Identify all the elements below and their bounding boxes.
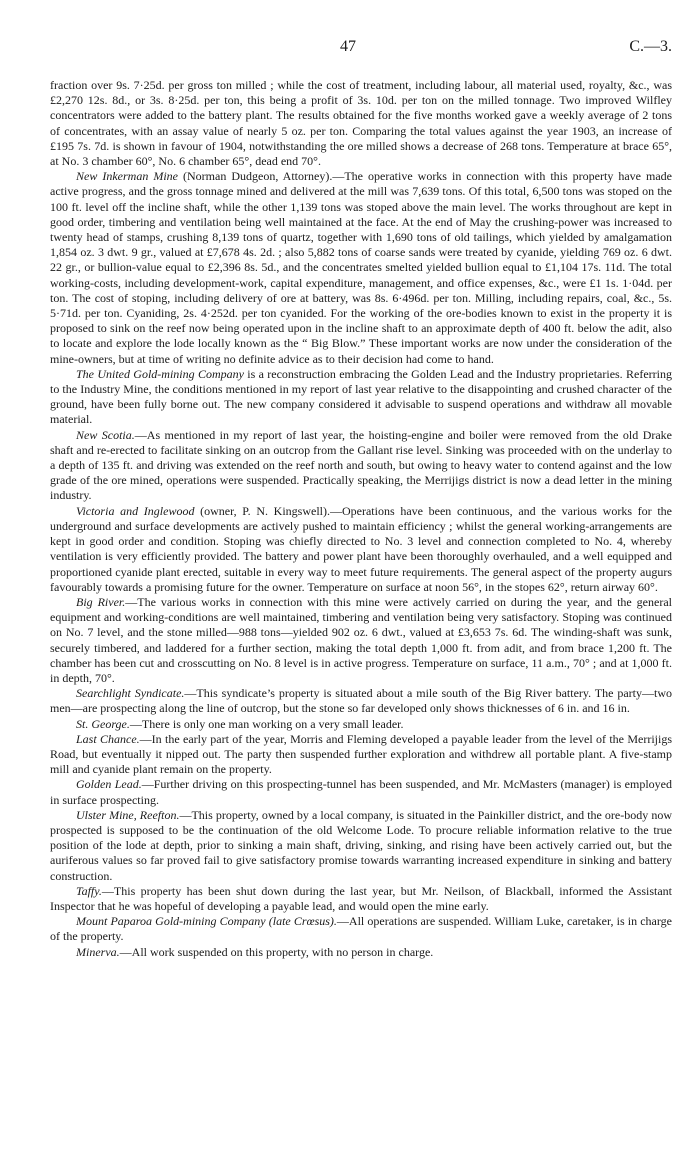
paragraph (50, 717, 672, 732)
paragraph-text: —There is only one man working on a very small leader. (129, 716, 404, 731)
paragraph (50, 428, 672, 504)
section-title: Taffy. (76, 883, 102, 898)
section-title: New Scotia. (76, 427, 135, 442)
paragraph (50, 686, 672, 716)
page-number: 47 (340, 38, 356, 55)
section-title: The United Gold-mining Company (76, 366, 244, 381)
paragraph-text: fraction over 9s. 7·25d. per gross ton milled ; while the cost of treatment, including labour, all material used, royalty, &c., was £2,270 12s. 8d., or 3s. 8·25d. per ton, this being a profit of 3s. 10d. per ton on the milled tonnage. Two improved Wilfley concentrators were added to the battery plant. The results obtained for the five months worked gave a weekly average of 2 tons of concentrates, with an assay value of nearly 5 oz. per ton. Comparing the total values against the year 1903, an increase of £195 7s. 7d. is shown in favour of 1904, notwithstanding the ore milled shows a decrease of 268 tons. Temperature at brace 65°, at No. 3 chamber 60°, No. 6 chamber 65°, dead end 70°. (50, 78, 672, 169)
paragraph (50, 777, 672, 807)
paragraph-text: (owner, P. N. Kingswell).—Operations have been continuous, and the various works for the underground and surface developments are actively pushed to maintain efficiency ; whilst the general working-arrangements are kept in good order and condition. Stoping was chiefly directed to No. 3 level and connection completed to No. 4, whereby ventilation is very efficiently provided. The battery and power plant have been thoroughly overhauled, and a well equipped and proportioned cyanide plant erected, suitable in every way to meet future requirements. The general aspect of the property augurs favourably towards a promising future for the owner. Temperature on surface at noon 56°, in the stopes 62°, return airway 60°. (50, 503, 672, 594)
section-title: New Inkerman Mine (76, 169, 178, 184)
paragraph-text: —All work suspended on this property, with no person in charge. (119, 944, 434, 959)
paragraph (50, 732, 672, 778)
section-title: Mount Paparoa Gold-mining Company (late Crœsus). (76, 914, 337, 929)
paragraph-text: is a reconstruction embracing the Golden Lead and the Industry proprietaries. Referring to the Industry Mine, the conditions mentioned in my report of last year relative to the disappointing and crushed character of the ground, have been fully borne out. The new company considered it advisable to suspend operations and withdraw all movable material. (50, 366, 672, 427)
document-reference: C.—3. (629, 38, 672, 55)
paragraph-text: —This syndicate’s property is situated about a mile south of the Big River battery. The party—two men—are prospecting along the line of outcrop, but the stone so far developed only shows thicknesses of 6 in. and 16 in. (50, 686, 672, 716)
paragraph-text: —This property, owned by a local company, is situated in the Painkiller district, and the ore-body now prospected is supposed to be the continuation of the old Welcome Lode. To procure reliable information relative to the true position of the lode at depth, prior to sinking a main shaft, driving, sinking, and rising have been actively carried out, but the auriferous values so far proved fail to give satisfactory promise towards warranting increased expenditure in sinking and battery construction. (50, 807, 672, 883)
paragraph-text: —This property has been shut down during the last year, but Mr. Neilson, of Blackball, informed the Assistant Inspector that he was hopeful of developing a payable lead, and would open the mine early. (50, 883, 672, 913)
paragraph (50, 595, 672, 686)
section-title: Big River. (76, 594, 126, 609)
paragraph-text: (Norman Dudgeon, Attorney).—The operative works in connection with this property have made active progress, and the gross tonnage mined and delivered at the mill was 7,639 tons. Of this total, 6,500 tons was stoped on the 100 ft. level off the incline shaft, while the other 1,139 tons was stoped above the main level. The works throughout are kept in good order, timbering and ventilation being well maintained at the face. At the end of May the crushing-power was increased to twenty head of stamps, crushing 8,139 tons of quartz, together with 1,690 tons of old tailings, which yielded by amalgamation 1,854 oz. 3 dwt. 9 gr., valued at £7,678 4s. 2d. ; also 5,882 tons of coarse sands were treated by cyanide, yielding 769 oz. 6 dwt. 22 gr., or bullion-value equal to £2,396 8s. 5d., and the concentrates smelted yielded bullion equal to £1,104 17s. 11d. The total working-costs, including development-work, capital expenditure, management, and office expenses, &c., were £1 1s. 1·04d. per ton. The cost of stoping, including delivery of ore at battery, was 8s. 6·496d. per ton. Milling, including repairs, coal, &c., 5s. 5·71d. per ton. Cyaniding, 2s. 4·252d. per ton cyanided. For the working of the ore-bodies known to exist in the property it is proposed to sink on the reef now being operated upon in the incline shaft to an approximate depth of 400 ft. below the adit, also to locate and explore the lode locally known as the “ Big Blow.” These important works are now under the consideration of the mine-owners, but at time of writing no definite advice as to their decision had come to hand. (50, 169, 672, 366)
paragraph-text: —In the early part of the year, Morris and Fleming developed a payable leader from the level of the Merrijigs Road, but eventually it nipped out. The party then suspended further exploration and withdrew all portable plant. A five-stamp mill and cyanide plant remain on the property. (50, 731, 672, 777)
section-title: St. George. (76, 716, 130, 731)
page-header (50, 38, 672, 64)
section-title: Minerva. (76, 944, 120, 959)
paragraph (50, 78, 672, 169)
section-title: Ulster Mine, Reefton. (76, 807, 180, 822)
paragraph-text: —As mentioned in my report of last year, the hoisting-engine and boiler were removed from the old Drake shaft and re-erected to facilitate sinking on an outcrop from the Gallant rise level. Sinking was proceeded with on the underlay to a depth of 135 ft. and driving was extended on the reef north and south, but owing to heavy water to contend against and the low grade of the ore mined, operations were suspended. Practically speaking, the Merrijigs district is now a dead letter in the mining industry. (50, 427, 673, 503)
paragraph-text: —The various works in connection with this mine were actively carried on during the year, and the general equipment and working-conditions are well maintained, timbering and ventilation being very satisfactory. Stoping was continued on No. 7 level, and the stone milled—988 tons—yielded 902 oz. 6 dwt., valued at £3,653 7s. 6d. The winding-shaft was sunk, securely timbered, and laddered for a further section, making the total depth 1,000 ft. from adit, and from brace 1,200 ft. The chamber has been cut and crosscutting on No. 8 level is in active progress. Temperature on surface, 11 a.m., 70° ; and at 1,000 ft. in depth, 70°. (50, 594, 672, 685)
document-page (50, 38, 672, 960)
paragraph (50, 945, 672, 960)
paragraph (50, 169, 672, 367)
paragraph (50, 808, 672, 884)
paragraph (50, 504, 672, 595)
paragraph (50, 914, 672, 944)
paragraph (50, 367, 672, 428)
paragraph (50, 884, 672, 914)
paragraph-text: —Further driving on this prospecting-tunnel has been suspended, and Mr. McMasters (manager) is employed in surface prospecting. (50, 777, 673, 807)
section-title: Victoria and Inglewood (76, 503, 195, 518)
paragraph-text: —All operations are suspended. William Luke, caretaker, is in charge of the property. (50, 914, 672, 944)
section-title: Searchlight Syndicate. (76, 686, 185, 701)
section-title: Last Chance. (76, 731, 140, 746)
body-text (50, 78, 672, 960)
section-title: Golden Lead. (76, 777, 142, 792)
